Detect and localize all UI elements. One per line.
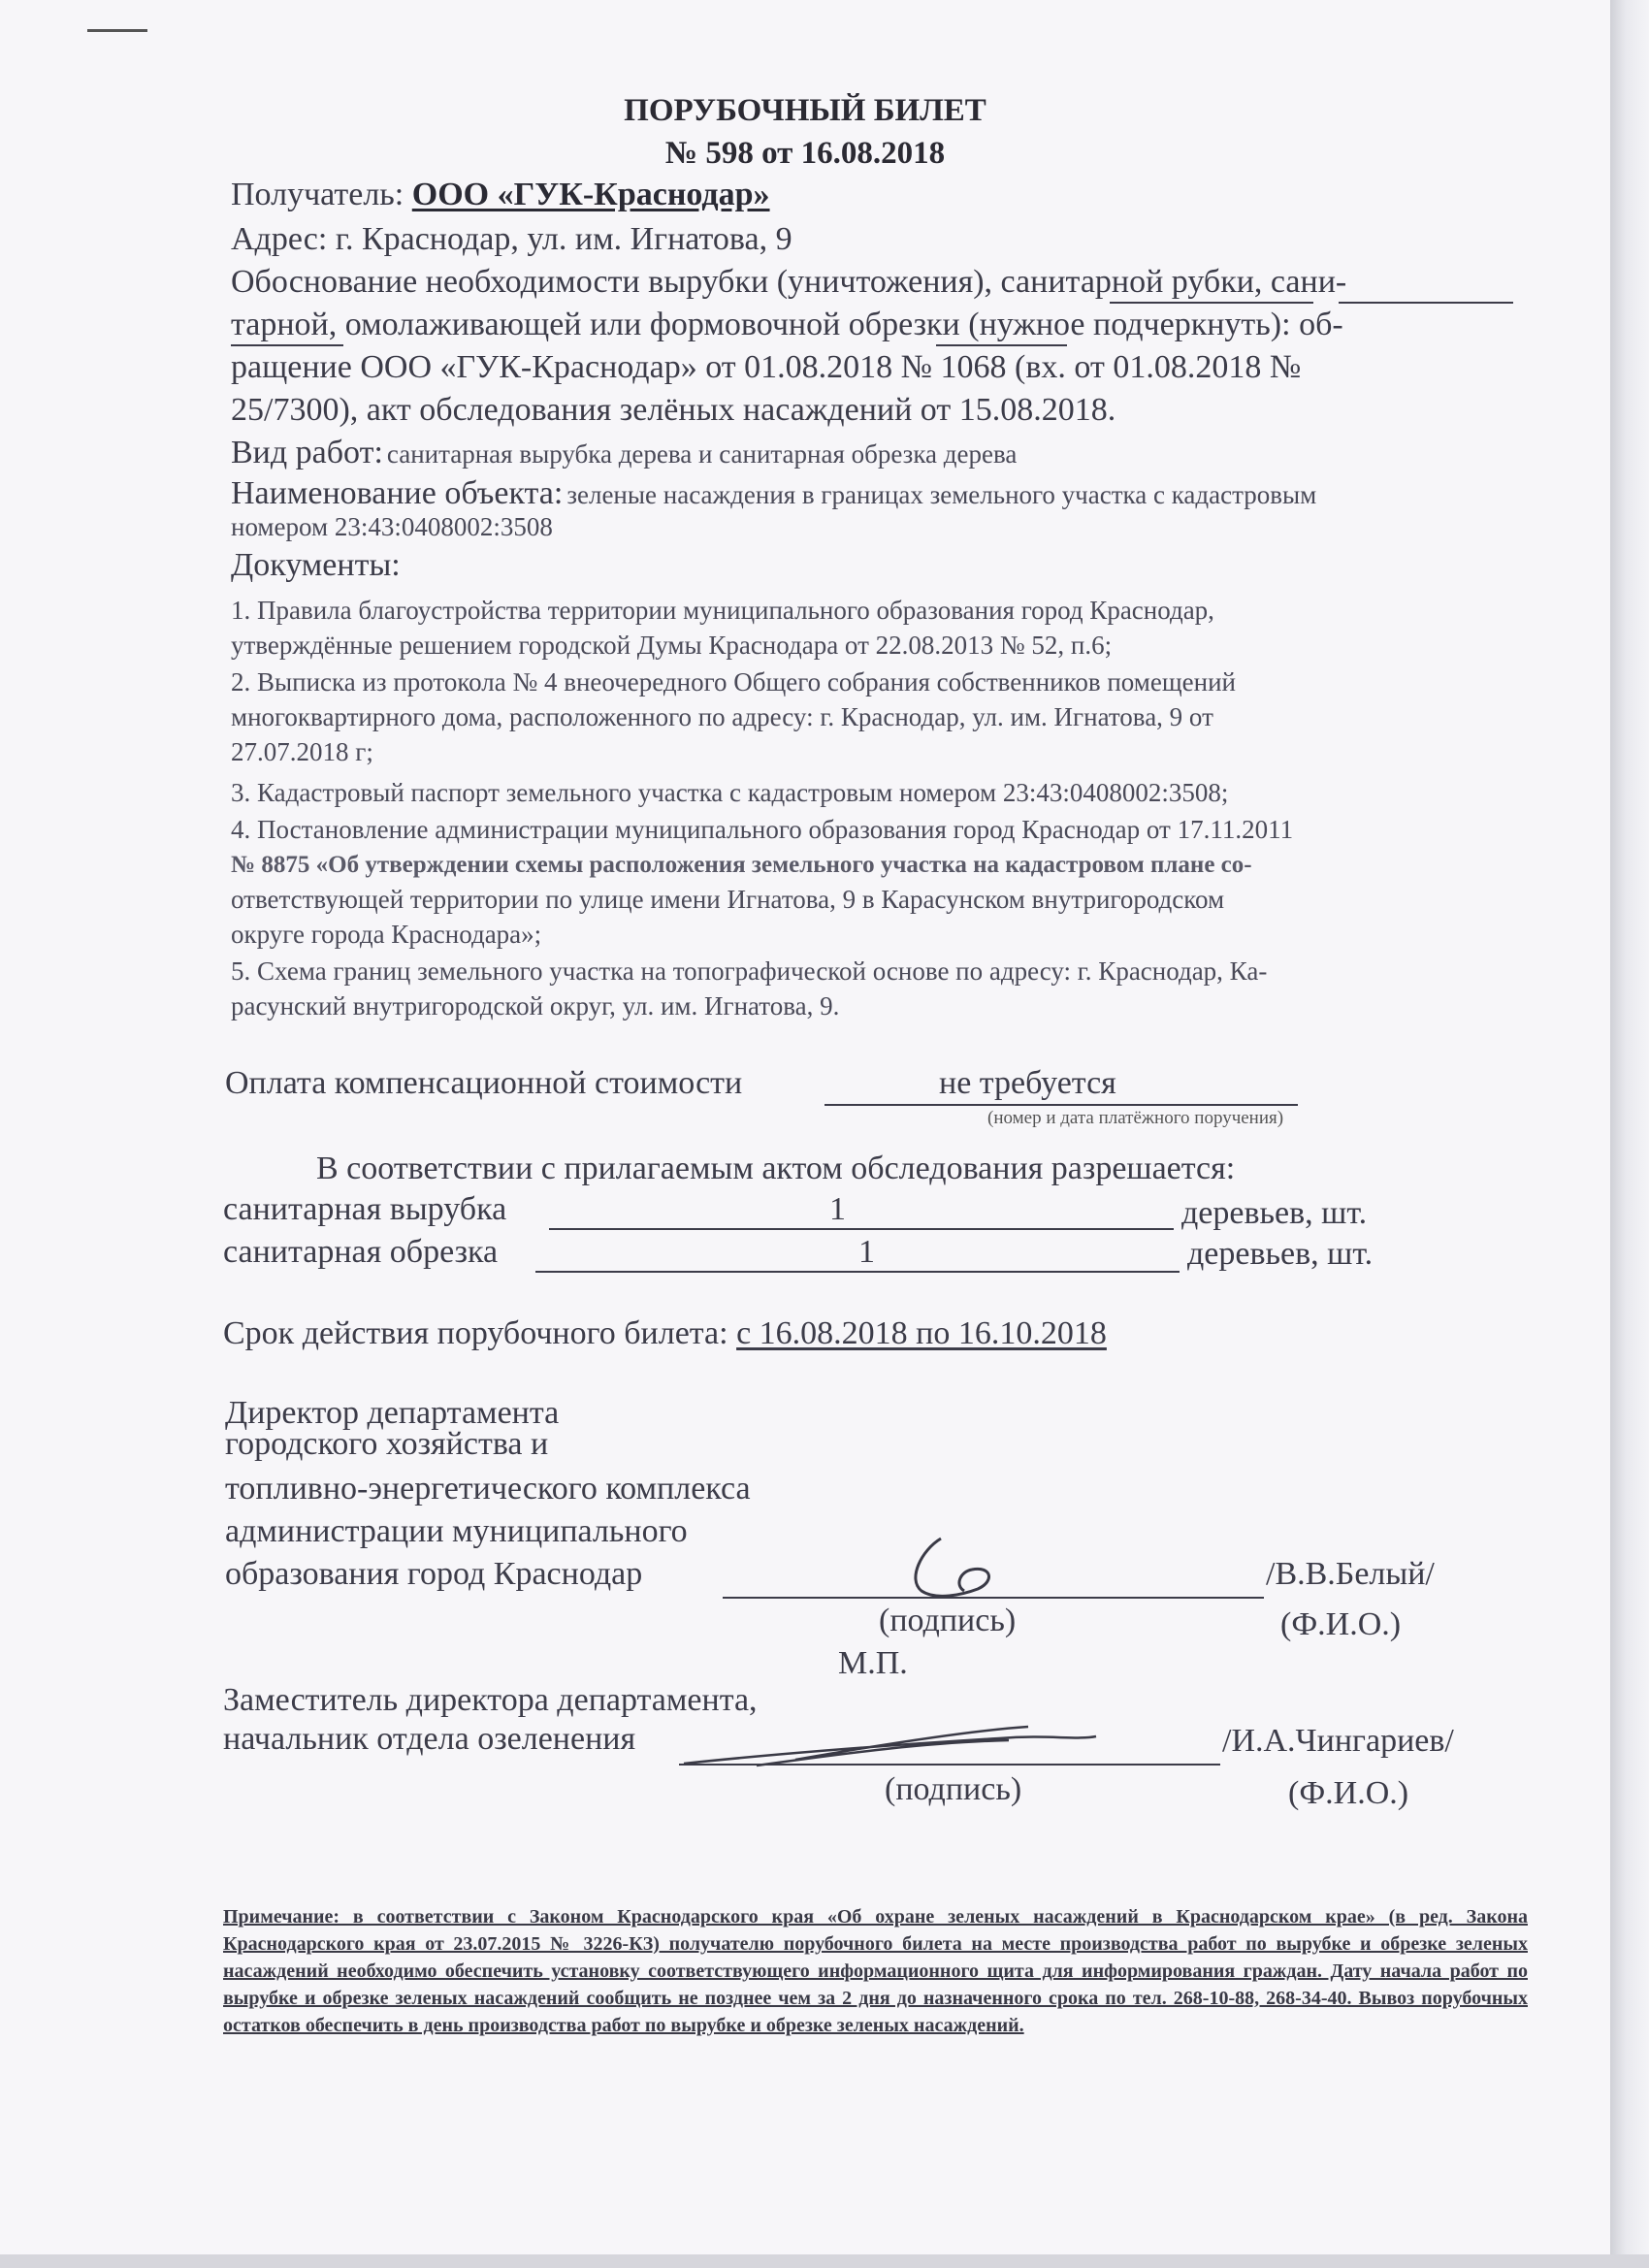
doc-line-5: 27.07.2018 г; bbox=[231, 737, 373, 766]
director-signature-caption: (подпись) bbox=[879, 1603, 1017, 1638]
deputy-title-2: начальник отдела озеленения bbox=[223, 1721, 636, 1757]
scan-edge bbox=[1610, 0, 1649, 2268]
validity-line bbox=[223, 1315, 1107, 1352]
validity-label: Срок действия порубочного билета: bbox=[223, 1315, 728, 1351]
document-number: № 598 от 16.08.2018 bbox=[664, 136, 946, 171]
work-type-value: санитарная вырубка дерева и санитарная обрезка дерева bbox=[386, 439, 1018, 469]
work-type-line bbox=[231, 435, 1017, 471]
doc-line-7: 4. Постановление администрации муниципального образования город Краснодар от 17.11.2011 bbox=[231, 815, 1294, 844]
object-value: зеленые насаждения в границах земельного участка с кадастровым bbox=[566, 480, 1317, 509]
deputy-signature bbox=[679, 1717, 1106, 1775]
deputy-title-1: Заместитель директора департамента, bbox=[223, 1682, 758, 1718]
object-value-2: номером 23:43:0408002:3508 bbox=[231, 512, 553, 541]
scan-bottom-edge bbox=[0, 2254, 1649, 2268]
notice-text: Примечание: в соответствии с Законом Краснодарского края «Об охране зеленых насаждений в Краснодарском крае» (в ред. Закона Краснодарского края от 23.07.2015 № 3226-КЗ) получателю порубочного билета на месте производства работ по вырубке и обрезке зеленых насаждений необходимо обеспечить установку соответствующего информационного щита для информирования граждан. Дату начала работ по вырубке и обрезке зеленых насаждений сообщить не позднее чем за 2 дня до назначенного срока по тел. 268-10-88, 268-34-40. Вывоз порубочных остатков обеспечить в день производства работ по вырубке и обрезке зеленых насаждений. bbox=[223, 1906, 1528, 2036]
basis-line-2: тарной, омолаживающей или формовочной обрезки (нужное подчеркнуть): об- bbox=[231, 307, 1343, 342]
doc-line-2: утверждённые решением городской Думы Краснодара от 22.08.2013 № 52, п.6; bbox=[231, 631, 1113, 660]
director-title-3: топливно-энергетического комплекса bbox=[225, 1471, 751, 1507]
director-title-2: городского хозяйства и bbox=[225, 1426, 549, 1462]
underline-sanitary-felling bbox=[1110, 302, 1313, 304]
doc-line-10: округе города Краснодара»; bbox=[231, 920, 542, 949]
scan-mark bbox=[87, 29, 147, 32]
basis-line-4: 25/7300), акт обследования зелёных насаждений от 15.08.2018. bbox=[231, 392, 1116, 428]
permit-row-1-line bbox=[549, 1228, 1174, 1230]
deputy-signature-caption: (подпись) bbox=[885, 1771, 1022, 1807]
work-type-label: Вид работ: bbox=[231, 435, 383, 470]
director-signature bbox=[902, 1531, 1018, 1608]
permit-row-2-unit: деревьев, шт. bbox=[1187, 1236, 1374, 1272]
recipient-value: ООО «ГУК-Краснодар» bbox=[411, 177, 770, 212]
payment-value: не требуется bbox=[939, 1065, 1116, 1101]
document-title: ПОРУБОЧНЫЙ БИЛЕТ bbox=[624, 93, 986, 128]
address: Адрес: г. Краснодар, ул. им. Игнатова, 9 bbox=[231, 221, 792, 257]
director-title-5: образования город Краснодар bbox=[225, 1556, 643, 1592]
doc-line-8: № 8875 «Об утверждении схемы расположения земельного участка на кадастровом плане со- bbox=[231, 852, 1252, 878]
director-name: /В.В.Белый/ bbox=[1266, 1556, 1435, 1592]
doc-line-3: 2. Выписка из протокола № 4 внеочередного Общего собрания собственников помещений bbox=[231, 667, 1236, 697]
payment-line bbox=[824, 1104, 1298, 1106]
permit-row-2-label: санитарная обрезка bbox=[223, 1234, 499, 1270]
recipient-label: Получатель: bbox=[231, 177, 404, 212]
deputy-name: /И.А.Чингариев/ bbox=[1222, 1723, 1454, 1759]
permit-row-1-label: санитарная вырубка bbox=[223, 1191, 507, 1227]
recipient-line bbox=[231, 177, 770, 213]
object-line bbox=[231, 475, 1316, 512]
payment-note: (номер и дата платёжного поручения) bbox=[987, 1108, 1284, 1128]
director-fio-caption: (Ф.И.О.) bbox=[1280, 1606, 1402, 1642]
director-title-1: Директор департамента bbox=[225, 1395, 560, 1431]
documents-label: Документы: bbox=[231, 547, 401, 583]
permit-row-1-value: 1 bbox=[829, 1191, 846, 1227]
object-label: Наименование объекта: bbox=[231, 475, 564, 511]
deputy-fio-caption: (Ф.И.О.) bbox=[1288, 1775, 1409, 1811]
underline-pruning bbox=[936, 344, 1067, 346]
basis-line-1: Обоснование необходимости вырубки (уничтожения), санитарной рубки, сани- bbox=[231, 264, 1347, 300]
payment-label: Оплата компенсационной стоимости bbox=[225, 1065, 743, 1101]
permit-row-1-unit: деревьев, шт. bbox=[1181, 1195, 1368, 1231]
doc-line-11: 5. Схема границ земельного участка на топографической основе по адресу: г. Краснодар, Ка- bbox=[231, 956, 1268, 986]
validity-value: с 16.08.2018 по 16.10.2018 bbox=[736, 1315, 1107, 1351]
director-title-4: администрации муниципального bbox=[225, 1513, 688, 1549]
doc-line-9: ответствующей территории по улице имени Игнатова, 9 в Карасунском внутригородском bbox=[231, 885, 1225, 914]
underline-sanitary-1 bbox=[1339, 302, 1513, 304]
doc-line-4: многоквартирного дома, расположенного по адресу: г. Краснодар, ул. им. Игнатова, 9 от bbox=[231, 702, 1213, 731]
permit-intro: В соответствии с прилагаемым актом обследования разрешается: bbox=[316, 1150, 1236, 1186]
basis-line-3: ращение ООО «ГУК-Краснодар» от 01.08.2018 № 1068 (вх. от 01.08.2018 № bbox=[231, 349, 1302, 385]
stamp-place: М.П. bbox=[838, 1645, 908, 1681]
doc-line-12: расунский внутригородской округ, ул. им. Игнатова, 9. bbox=[231, 991, 840, 1021]
permit-row-2-value: 1 bbox=[858, 1234, 875, 1270]
doc-line-1: 1. Правила благоустройства территории муниципального образования город Краснодар, bbox=[231, 596, 1214, 625]
underline-sanitary-2 bbox=[231, 344, 343, 346]
doc-line-6: 3. Кадастровый паспорт земельного участка с кадастровым номером 23:43:0408002:3508; bbox=[231, 778, 1229, 807]
permit-row-2-line bbox=[535, 1271, 1180, 1273]
